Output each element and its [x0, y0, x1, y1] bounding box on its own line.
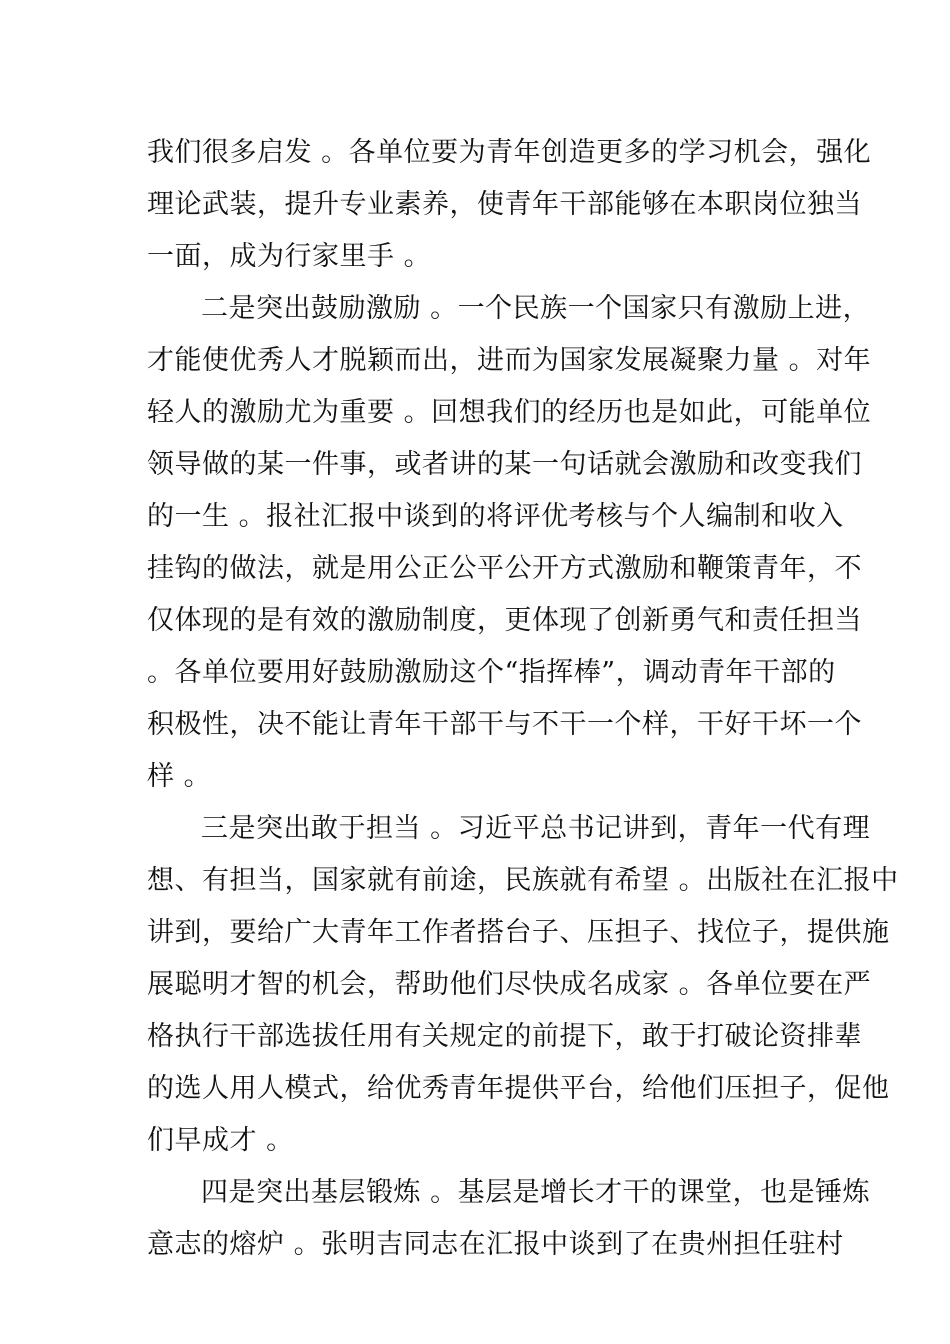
- text-line: 才能使优秀人才脱颖而出，进而为国家发展凝聚力量 。对年: [147, 345, 872, 376]
- text-line: 的一生 。报社汇报中谈到的将评优考核与个人编制和收入: [147, 501, 844, 532]
- text-line: 我们很多启发 。各单位要为青年创造更多的学习机会，强化: [147, 137, 872, 168]
- paragraph-heading-line: 三是突出敢于担当 。习近平总书记讲到，青年一代有理: [201, 813, 871, 844]
- text-line: 领导做的某一件事，或者讲的某一句话就会激励和改变我们: [147, 449, 862, 480]
- text-line: 轻人的激励尤为重要 。回想我们的经历也是如此，可能单位: [147, 397, 872, 428]
- text-line: 讲到，要给广大青年工作者搭台子、压担子、找位子，提供施: [147, 917, 890, 948]
- text-line: 挂钩的做法，就是用公正公平公开方式激励和鞭策青年，不: [147, 553, 862, 584]
- text-line: 的选人用人模式，给优秀青年提供平台，给他们压担子，促他: [147, 1073, 890, 1104]
- text-line: 们早成才 。: [147, 1125, 294, 1156]
- text-line: 样 。: [147, 761, 212, 792]
- text-line: 意志的熔炉 。张明吉同志在汇报中谈到了在贵州担任驻村: [147, 1229, 844, 1260]
- text-line: 积极性，决不能让青年干部干与不干一个样，干好干坏一个: [147, 709, 862, 740]
- text-line: 仅体现的是有效的激励制度，更体现了创新勇气和责任担当: [147, 605, 862, 636]
- text-line: 展聪明才智的机会，帮助他们尽快成名成家 。各单位要在严: [147, 969, 872, 1000]
- body-text: [147, 127, 899, 1271]
- text-line: 一面，成为行家里手 。: [147, 241, 432, 272]
- paragraph-heading-line: 二是突出鼓励激励 。一个民族一个国家只有激励上进，: [201, 293, 871, 324]
- text-line: 想、有担当，国家就有前途，民族就有希望 。出版社在汇报中: [147, 865, 899, 896]
- paragraph-heading-line: 四是突出基层锻炼 。基层是增长才干的课堂，也是锤炼: [201, 1177, 871, 1208]
- text-line: 格执行干部选拔任用有关规定的前提下，敢于打破论资排辈: [147, 1021, 862, 1052]
- text-line: 。各单位要用好鼓励激励这个“指挥棒”，调动青年干部的: [147, 657, 836, 688]
- text-line: 理论武装，提升专业素养，使青年干部能够在本职岗位独当: [147, 189, 862, 220]
